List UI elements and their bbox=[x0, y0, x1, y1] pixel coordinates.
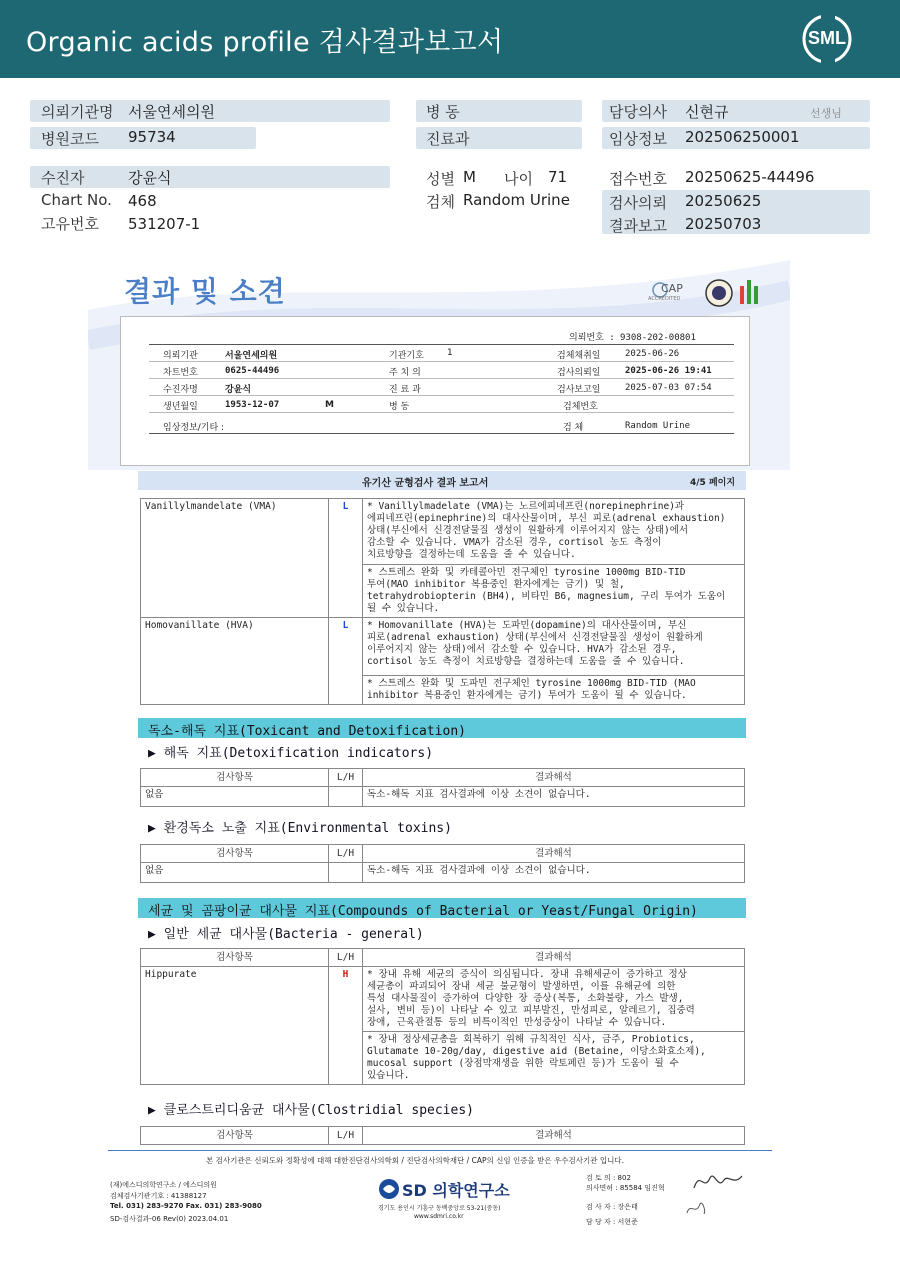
col-interp: 결과해석 bbox=[363, 845, 745, 863]
flag-cell bbox=[329, 787, 363, 807]
subsection-env: ▶ 환경독소 노출 지표(Environmental toxins) bbox=[148, 821, 452, 836]
report-date-label: 결과보고 bbox=[609, 217, 667, 235]
section-title-bact: 세균 및 곰팡이균 대사물 지표(Compounds of Bacterial or Yeast/Fungal Origin) bbox=[148, 904, 698, 919]
table-header-row bbox=[141, 949, 745, 967]
lab-address: 경기도 용인시 기흥구 동백중앙로 53-21(중동) bbox=[378, 1205, 501, 1212]
report-band-title: 유기산 균형검사 결과 보고서 bbox=[362, 478, 489, 489]
info-label: 수진자명 bbox=[163, 385, 198, 395]
divider bbox=[149, 361, 734, 362]
institution-value: 서울연세의원 bbox=[128, 103, 215, 121]
divider bbox=[149, 378, 734, 379]
interp-cell: * Homovanillate (HVA)는 도파민(dopamine)의 대사산물이며, 부신 피로(adrenal exhaustion) 상태(부신에서 신경전달물질 생성이 원활하게 이루어지지 않는 상태)에서 감소할 수 있습니다. HVA가 감소된 경우, cortisol 농도 측정이 치료방향을 결정하는데 도움을 줄 수 있습니다. bbox=[363, 618, 745, 676]
result-table-vma-hva bbox=[140, 498, 745, 705]
info-label: 검체번호 bbox=[563, 402, 598, 412]
col-interp: 결과해석 bbox=[363, 949, 745, 967]
signer-line: 의사면허 : 85584 임진혁 bbox=[586, 1184, 665, 1192]
table-row bbox=[141, 863, 745, 883]
signature-mark bbox=[690, 1168, 744, 1194]
col-item: 검사항목 bbox=[141, 1127, 329, 1145]
info-label: 기관기호 bbox=[389, 351, 424, 361]
table-header-row bbox=[141, 769, 745, 787]
env-table bbox=[140, 844, 745, 883]
info-label: 임상정보/기타 : bbox=[163, 423, 225, 433]
seal-icon bbox=[704, 278, 734, 310]
info-value: 0625-44496 bbox=[225, 366, 280, 376]
divider bbox=[149, 344, 734, 345]
unique-label: 고유번호 bbox=[41, 215, 99, 233]
info-value: 1 bbox=[447, 348, 453, 358]
col-lh: L/H bbox=[329, 949, 363, 967]
receipt-no-label: 접수번호 bbox=[609, 170, 667, 188]
info-value: M bbox=[325, 400, 334, 410]
table-header-row bbox=[141, 1127, 745, 1145]
unique-value: 531207-1 bbox=[128, 215, 201, 233]
receipt-no-value: 20250625-44496 bbox=[685, 168, 815, 186]
report-title: 결과 및 소견 bbox=[124, 275, 286, 308]
footer-line: Tel. 031) 283-9270 Fax. 031) 283-9080 bbox=[110, 1202, 262, 1210]
sd-logo-icon bbox=[378, 1178, 400, 1200]
signer-line: 검 사 자 : 장은태 bbox=[586, 1203, 638, 1211]
subsection-detox: ▶ 해독 지표(Detoxification indicators) bbox=[148, 746, 434, 761]
interp-cell: 독소-해독 지표 검사결과에 이상 소견이 없습니다. bbox=[363, 863, 745, 883]
interp-cell: 독소-해독 지표 검사결과에 이상 소견이 없습니다. bbox=[363, 787, 745, 807]
specimen-value: Random Urine bbox=[463, 191, 570, 209]
info-value: Random Urine bbox=[625, 421, 691, 431]
lab-name: SD 의학연구소 bbox=[402, 1181, 510, 1200]
sex-value: M bbox=[463, 168, 476, 186]
table-row bbox=[141, 967, 745, 1032]
age-value: 71 bbox=[548, 168, 568, 186]
bact-table bbox=[140, 948, 745, 1085]
flag-cell: L bbox=[329, 618, 363, 705]
specimen-info-box bbox=[120, 316, 750, 466]
info-label: 생년월일 bbox=[163, 402, 198, 412]
doctor-suffix: 선생님 bbox=[810, 107, 842, 120]
col-lh: L/H bbox=[329, 845, 363, 863]
ward-label: 병 동 bbox=[426, 103, 460, 121]
age-label: 나이 bbox=[504, 170, 533, 188]
footer-line: (재)에스디의학연구소 / 에스디의원 bbox=[110, 1181, 217, 1189]
col-interp: 결과해석 bbox=[363, 1127, 745, 1145]
section-title-tox: 독소-해독 지표(Toxicant and Detoxification) bbox=[148, 724, 466, 739]
subsection-bact: ▶ 일반 세균 대사물(Bacteria - general) bbox=[148, 927, 424, 942]
col-lh: L/H bbox=[329, 769, 363, 787]
col-item: 검사항목 bbox=[141, 769, 329, 787]
examinee-label: 수진자 bbox=[41, 169, 85, 187]
item-cell: Homovanillate (HVA) bbox=[141, 618, 329, 705]
sml-logo bbox=[801, 13, 853, 65]
signer-line: 담 당 자 : 서현준 bbox=[586, 1218, 638, 1226]
footer-line: 검체검사기관기호 : 41388127 bbox=[110, 1192, 207, 1200]
divider bbox=[149, 412, 734, 413]
chart-label: Chart No. bbox=[41, 191, 112, 209]
header-bar bbox=[0, 0, 900, 78]
interp-cell: * 장내 정상세균총을 회복하기 위해 규칙적인 식사, 금주, Probiotics, Glutamate 10-20g/day, digestive aid (Betaine, 이당소화효소제), mucosal support (장점막재생을 위한 락토페린 등)가 도움이 될 수 있습니다. bbox=[363, 1032, 745, 1085]
info-label: 주 치 의 bbox=[389, 368, 421, 378]
examinee-value: 강윤식 bbox=[128, 169, 172, 187]
info-value: 2025-07-03 07:54 bbox=[625, 383, 712, 393]
item-cell: Vanillylmandelate (VMA) bbox=[141, 499, 329, 618]
sex-label: 성별 bbox=[426, 170, 455, 188]
clos-table bbox=[140, 1126, 745, 1145]
quality-logo-icon bbox=[738, 278, 762, 310]
divider bbox=[149, 395, 734, 396]
cap-text: CAP bbox=[661, 282, 683, 295]
cap-logo bbox=[648, 278, 698, 310]
divider bbox=[149, 433, 734, 434]
detox-table bbox=[140, 768, 745, 807]
flag-cell bbox=[329, 863, 363, 883]
table-row bbox=[141, 499, 745, 565]
interp-cell: * 스트레스 완화 및 도파민 전구체인 tyrosine 1000mg BID-TID (MAO inhibitor 복용중인 환자에게는 금기) 투여가 도움이 될 수 있습니다. bbox=[363, 676, 745, 705]
subsection-bact-label: 일반 세균 대사물(Bacteria - general) bbox=[163, 927, 424, 942]
flag-cell: L bbox=[329, 499, 363, 618]
sml-logo-text: SML bbox=[808, 28, 846, 48]
item-cell: Hippurate bbox=[141, 967, 329, 1085]
item-cell: 없음 bbox=[141, 863, 329, 883]
info-label: 의뢰기관 bbox=[163, 351, 198, 361]
subsection-detox-label: 해독 지표(Detoxification indicators) bbox=[163, 746, 434, 761]
info-label: 검 체 bbox=[563, 423, 584, 433]
subsection-clos-label: 클로스트리디움균 대사물(Clostridial species) bbox=[163, 1103, 474, 1118]
subsection-env-label: 환경독소 노출 지표(Environmental toxins) bbox=[163, 821, 452, 836]
info-label: 검체채취일 bbox=[557, 351, 601, 361]
dept-label: 진료과 bbox=[426, 130, 470, 148]
interp-cell: * 스트레스 완화 및 카테콜아민 전구체인 tyrosine 1000mg BID-TID 투여(MAO inhibitor 복용중인 환자에게는 금기) 및 철, tetrahydrobiopterin (BH4), 비타민 B6, magnesium, 구리 투여가 도움이 될 수 있습니다. bbox=[363, 565, 745, 618]
interp-cell: * 장내 유해 세균의 증식이 의심됩니다. 장내 유해세균이 증가하고 정상 세균총이 파괴되어 장내 세균 불균형이 발생하면, 이를 유해균에 의한 특성 대사물질이 증가하여 다양한 장 증상(복통, 소화불량, 가스 발생, 설사, 변비 등)이 나타날 수 있고 피부발진, 만성피로, 알레르기, 집중력 장애, 근육관절통 등의 비특이적인 만성증상이 나타날 수 있습니다. bbox=[363, 967, 745, 1032]
info-value: 2025-06-26 bbox=[625, 349, 680, 359]
clinical-info-value: 202506250001 bbox=[685, 128, 800, 146]
col-item: 검사항목 bbox=[141, 845, 329, 863]
info-label: 검사보고일 bbox=[557, 385, 601, 395]
info-label: 차트번호 bbox=[163, 368, 198, 378]
clinical-info-label: 임상정보 bbox=[609, 130, 667, 148]
info-value: 강윤식 bbox=[225, 385, 252, 395]
page-indicator: 4/5 페이지 bbox=[690, 478, 736, 488]
specimen-label: 검체 bbox=[426, 193, 455, 211]
request-date-label: 검사의뢰 bbox=[609, 194, 667, 212]
footer-line: SD-검사결과-06 Rev(0) 2023.04.01 bbox=[110, 1215, 229, 1223]
table-row bbox=[141, 787, 745, 807]
hospital-code-label: 병원코드 bbox=[41, 130, 99, 148]
chart-value: 468 bbox=[128, 192, 157, 210]
info-value: 서울연세의원 bbox=[225, 351, 278, 361]
report-date-value: 20250703 bbox=[685, 215, 762, 233]
hospital-code-value: 95734 bbox=[128, 128, 176, 146]
lab-website: www.sdmri.co.kr bbox=[414, 1213, 464, 1220]
cap-sub: ACCREDITED bbox=[648, 296, 681, 302]
subsection-clos: ▶ 클로스트리디움균 대사물(Clostridial species) bbox=[148, 1103, 474, 1118]
item-cell: 없음 bbox=[141, 787, 329, 807]
request-number: 의뢰번호 : 9308-202-00801 bbox=[569, 333, 696, 343]
info-label: 병 동 bbox=[389, 402, 410, 412]
col-item: 검사항목 bbox=[141, 949, 329, 967]
info-value: 1953-12-07 bbox=[225, 400, 280, 410]
interp-cell: * Vanillylmadelate (VMA)는 노르에피네프린(norepinephrine)과 에피네프린(epinephrine)의 대사산물이며, 부신 피로(adrenal exhaustion) 상태(부신에서 신경전달물질 생성이 원활하게 이루어지지 않는 상태)에서 감소할 수 있습니다. VMA가 감소된 경우, cortisol 농도 측정이 치료방향을 결정하는데 도움을 줄 수 있습니다. bbox=[363, 499, 745, 565]
table-header-row bbox=[141, 845, 745, 863]
footer-divider bbox=[108, 1150, 772, 1151]
info-value: 2025-06-26 19:41 bbox=[625, 366, 712, 376]
doctor-value: 신현규 bbox=[685, 103, 729, 121]
doctor-label: 담당의사 bbox=[609, 103, 667, 121]
institution-label: 의뢰기관명 bbox=[41, 103, 114, 121]
signature-mark bbox=[684, 1198, 708, 1218]
flag-cell: H bbox=[329, 967, 363, 1085]
col-interp: 결과해석 bbox=[363, 769, 745, 787]
table-row bbox=[141, 618, 745, 676]
info-label: 진 료 과 bbox=[389, 385, 421, 395]
footer-notice: 본 검사기관은 신뢰도와 정확성에 대해 대한진단검사의학회 / 진단검사의학재단 / CAP의 신임 인증을 받은 우수검사기관 입니다. bbox=[206, 1156, 624, 1165]
signer-line: 검 토 의 : 802 bbox=[586, 1174, 631, 1182]
request-date-value: 20250625 bbox=[685, 192, 762, 210]
page-title: Organic acids profile 검사결과보고서 bbox=[26, 27, 504, 58]
info-label: 검사의뢰일 bbox=[557, 368, 601, 378]
col-lh: L/H bbox=[329, 1127, 363, 1145]
